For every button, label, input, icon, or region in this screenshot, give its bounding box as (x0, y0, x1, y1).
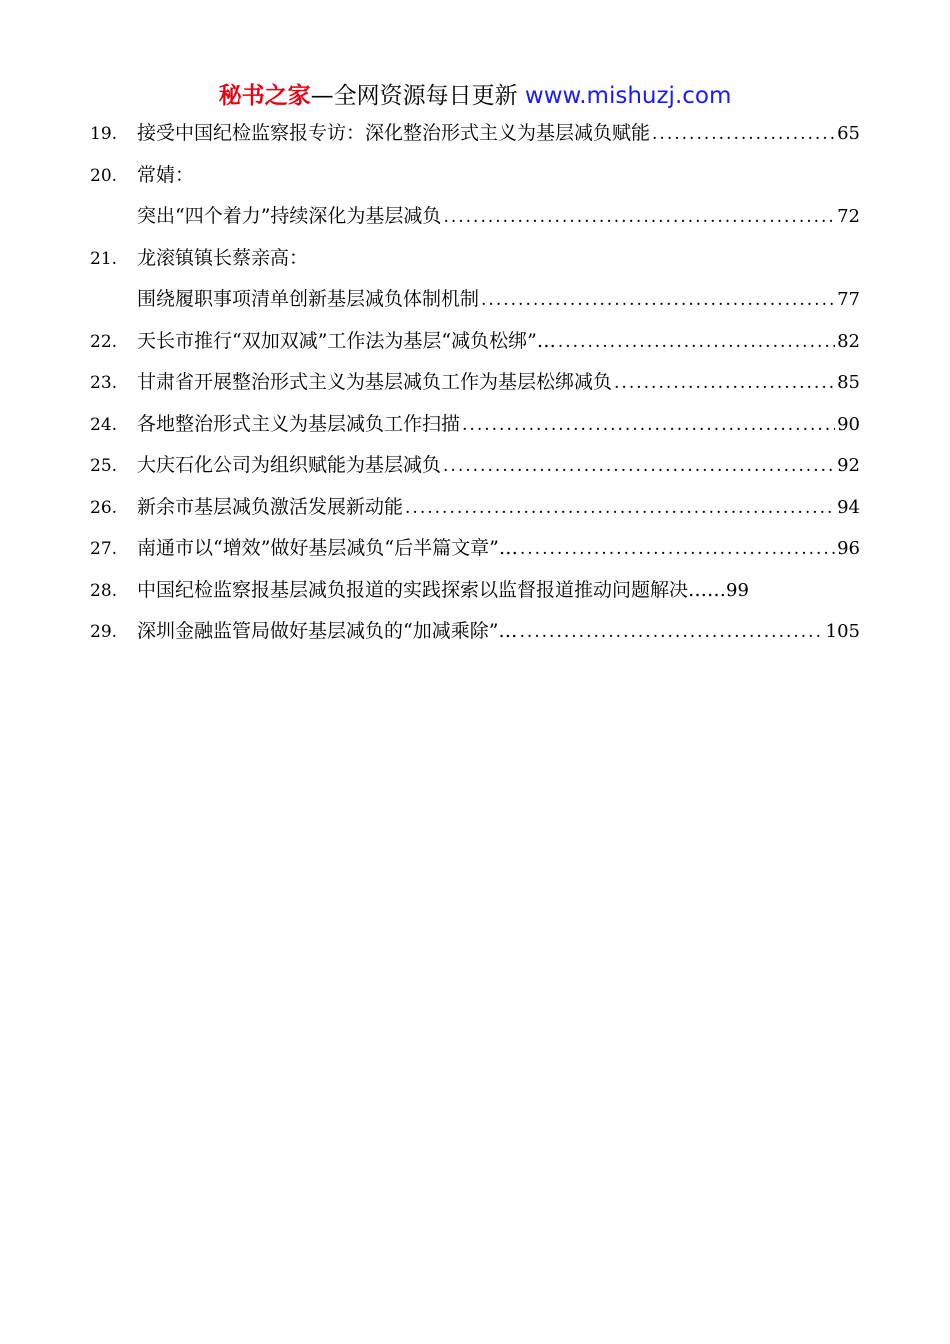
toc-entry-title: 常婧： (137, 163, 195, 186)
toc-entry-21[interactable] (90, 238, 860, 280)
toc-entry-title: 甘肃省开展整治形式主义为基层减负工作为基层松绑减负 (137, 371, 613, 393)
toc-entry-number: 24. (90, 414, 118, 435)
toc-entry-page: 65 (837, 123, 860, 144)
toc-entry-page: 96 (837, 538, 860, 559)
toc-entry-title: 接受中国纪检监察报专访：深化整治形式主义为基层减负赋能 (137, 122, 651, 144)
toc-entry-number: 20. (90, 165, 118, 186)
site-url[interactable]: www.mishuzj.com (524, 83, 732, 109)
toc-entry-page: 92 (837, 455, 860, 476)
toc-entry-page: 94 (837, 496, 860, 518)
toc-entry-number: 25. (90, 456, 118, 476)
toc-entry-19[interactable] (90, 113, 860, 155)
toc-entry-number: 29. (90, 622, 118, 642)
toc-entry-title: 深圳金融监管局做好基层减负的“加减乘除”… (137, 620, 518, 642)
toc-entry-page: 105 (825, 621, 860, 642)
toc-entry-number: 22. (90, 331, 118, 352)
toc-entry-24[interactable] (90, 404, 860, 446)
toc-leader-dots (652, 114, 835, 156)
toc-entry-number: 26. (90, 497, 118, 518)
toc-entry-number: 28. (90, 580, 118, 601)
toc-leader-dots (405, 488, 835, 530)
toc-entry-page: 72 (837, 206, 860, 227)
table-of-contents (90, 113, 860, 653)
toc-entry-title: 新余市基层减负激活发展新动能 (137, 495, 404, 518)
toc-entry-page: 77 (837, 289, 860, 310)
toc-entry-number: 21. (90, 248, 118, 269)
site-header (0, 80, 950, 112)
toc-leader-dots (481, 280, 835, 322)
site-brand: 秘书之家 (218, 83, 311, 109)
toc-entry-subtitle: 围绕履职事项清单创新基层减负体制机制 (137, 288, 480, 310)
toc-entry-25[interactable] (90, 445, 860, 487)
toc-entry-22[interactable] (90, 321, 860, 363)
toc-entry-28[interactable] (90, 570, 860, 612)
toc-entry-title: 天长市推行“双加双减”工作法为基层“减负松绑”… (137, 329, 556, 352)
toc-entry-number: 23. (90, 373, 118, 393)
toc-entry-title: 中国纪检监察报基层减负报道的实践探索以监督报道推动问题解决…… (137, 578, 727, 601)
toc-entry-21-continuation[interactable] (90, 279, 860, 321)
toc-entry-29[interactable] (90, 611, 860, 653)
toc-entry-page: 85 (837, 372, 860, 393)
toc-entry-page: 82 (837, 330, 860, 352)
toc-entry-title: 南通市以“增效”做好基层减负“后半篇文章”… (137, 537, 518, 559)
toc-leader-dots (462, 405, 835, 447)
toc-leader-dots (443, 197, 835, 239)
toc-entry-page: 90 (837, 413, 860, 435)
toc-leader-dots (614, 363, 835, 405)
toc-leader-dots (520, 529, 835, 571)
toc-entry-title: 各地整治形式主义为基层减负工作扫描 (137, 412, 461, 435)
toc-entry-subtitle: 突出“四个着力”持续深化为基层减负 (137, 205, 442, 227)
toc-entry-title: 龙滚镇镇长蔡亲高： (137, 246, 309, 269)
site-tagline: —全网资源每日更新 (310, 83, 525, 109)
toc-entry-20-continuation[interactable] (90, 196, 860, 238)
toc-entry-number: 19. (90, 124, 118, 144)
toc-entry-title: 大庆石化公司为组织赋能为基层减负 (137, 454, 442, 476)
toc-entry-23[interactable] (90, 362, 860, 404)
toc-entry-page: 99 (726, 579, 749, 601)
toc-entry-27[interactable] (90, 528, 860, 570)
toc-leader-dots (519, 612, 823, 654)
toc-entry-number: 27. (90, 539, 118, 559)
toc-leader-dots (558, 322, 835, 364)
toc-leader-dots (443, 446, 835, 488)
toc-entry-26[interactable] (90, 487, 860, 529)
toc-entry-20[interactable] (90, 155, 860, 197)
